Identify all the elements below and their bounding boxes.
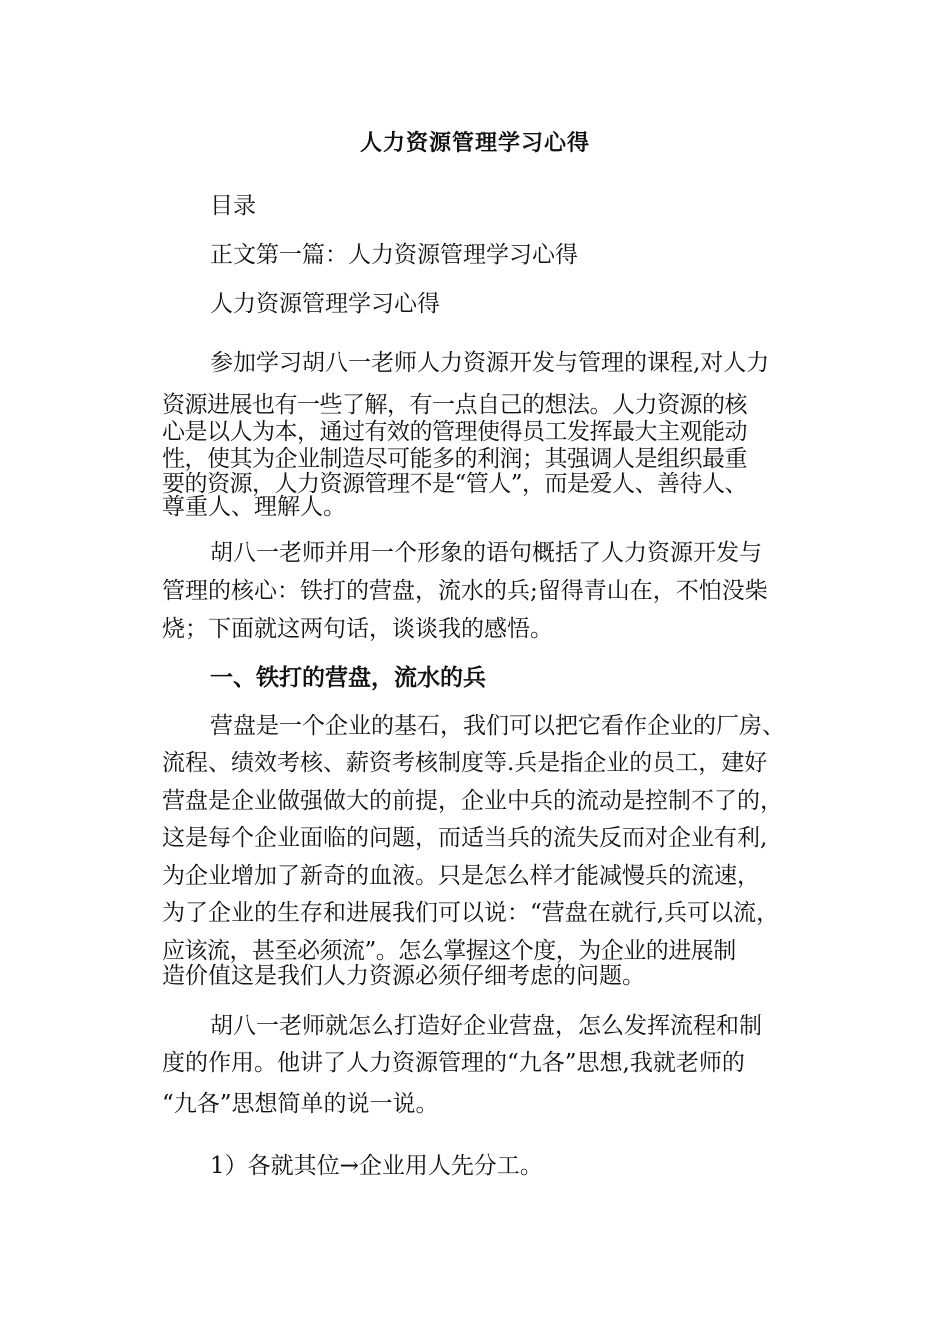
paragraph-line: 心是以人为本，通过有效的管理使得员工发挥最大主观能动	[162, 419, 747, 445]
toc-label: 目录	[210, 193, 256, 219]
paragraph-line: 参加学习胡八一老师人力资源开发与管理的课程,对人力	[210, 350, 770, 376]
paragraph-line: 造价值这是我们人力资源必须仔细考虑的问题。	[162, 963, 645, 989]
paragraph-line: 这是每个企业面临的问题，而适当兵的流失反而对企业有利,	[162, 825, 768, 851]
paragraph-line: 烧；下面就这两句话，谈谈我的感悟。	[162, 616, 553, 642]
paragraph-line: 为企业增加了新奇的血液。只是怎么样才能减慢兵的流速，	[162, 863, 760, 889]
paragraph-line: “九各”思想简单的说一说。	[162, 1091, 439, 1117]
paragraph-line: 胡八一老师就怎么打造好企业营盘，怎么发挥流程和制	[210, 1013, 762, 1039]
section-heading: 一、铁打的营盘，流水的兵	[210, 664, 486, 691]
paragraph-line: 流程、绩效考核、薪资考核制度等.兵是指企业的员工，建好	[162, 750, 768, 776]
document-title: 人力资源管理学习心得	[359, 130, 590, 156]
paragraph-line: 应该流，甚至必须流”。怎么掌握这个度，为企业的进展制	[162, 938, 736, 964]
paragraph-line: 胡八一老师并用一个形象的语句概括了人力资源开发与	[210, 540, 762, 566]
paragraph-line: 要的资源，人力资源管理不是“管人”，而是爱人、善待人、	[162, 471, 748, 497]
paragraph-line: 资源进展也有一些了解，有一点自己的想法。人力资源的核	[162, 392, 747, 418]
paragraph-line: 营盘是企业做强做大的前提，企业中兵的流动是控制不了的，	[162, 788, 783, 814]
paragraph-line: 度的作用。他讲了人力资源管理的“九各”思想,我就老师的	[162, 1050, 745, 1076]
paragraph-line: 尊重人、理解人。	[162, 494, 346, 520]
paragraph-line: 管理的核心：铁打的营盘，流水的兵;留得青山在，不怕没柴	[162, 578, 768, 604]
paragraph-line: 性，使其为企业制造尽可能多的利润；其强调人是组织最重	[162, 446, 747, 472]
list-item: 1）各就其位→企业用人先分工。	[210, 1153, 543, 1179]
paragraph-line: 为了企业的生存和进展我们可以说：“营盘在就行,兵可以流，	[162, 900, 780, 926]
subtitle: 人力资源管理学习心得	[210, 291, 440, 317]
toc-entry: 正文第一篇：人力资源管理学习心得	[210, 242, 578, 268]
paragraph-line: 营盘是一个企业的基石，我们可以把它看作企业的厂房、	[210, 713, 785, 739]
